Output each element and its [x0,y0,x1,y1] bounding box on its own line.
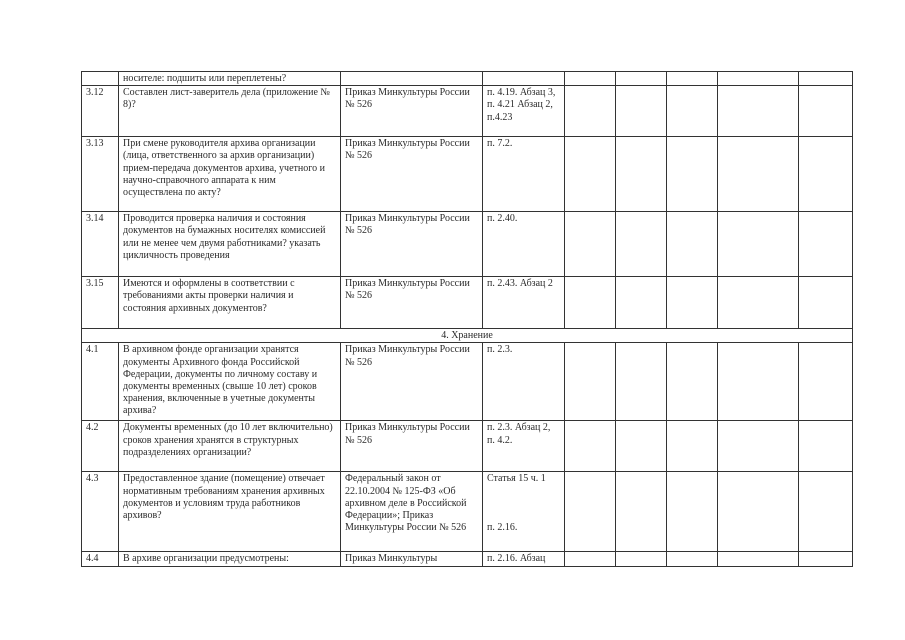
section-title: 4. Хранение [82,329,853,343]
row-source: Федеральный закон от 22.10.2004 № 125-ФЗ «Об архивном деле в Российской Федерации»; Приказ Минкультуры России № 526 [341,472,483,552]
row-question: Предоставленное здание (помещение) отвечает нормативным требованиям хранения архивных документов и условиям труда работников архивов? [119,472,341,552]
row-number: 3.13 [82,137,119,212]
empty-cell [718,137,799,212]
empty-cell [616,552,667,566]
empty-cell [616,472,667,552]
row-reference: п. 2.16. Абзац [483,552,565,566]
empty-cell [565,137,616,212]
table-row [82,137,853,212]
empty-cell [667,86,718,137]
row-question: носителе: подшиты или переплетены? [119,72,341,86]
row-source: Приказ Минкультуры [341,552,483,566]
empty-cell [718,72,799,86]
section-header-row [82,329,853,343]
table-row [82,472,853,552]
empty-cell [667,212,718,277]
empty-cell [799,137,853,212]
empty-cell [616,72,667,86]
table-row [82,212,853,277]
row-reference: Статья 15 ч. 1 п. 2.16. [483,472,565,552]
row-question: Проводится проверка наличия и состояния документов на бумажных носителях комиссией или не менее чем двумя работниками? указать цикличность проведения [119,212,341,277]
row-number: 4.1 [82,343,119,421]
row-number: 4.2 [82,421,119,472]
row-source: Приказ Минкультуры России № 526 [341,277,483,329]
row-reference: п. 2.40. [483,212,565,277]
empty-cell [667,421,718,472]
checklist-table [81,71,853,567]
empty-cell [667,72,718,86]
empty-cell [799,472,853,552]
row-question: Составлен лист-заверитель дела (приложение № 8)? [119,86,341,137]
row-question: Документы временных (до 10 лет включительно) сроков хранения хранятся в структурных подразделениях организации? [119,421,341,472]
empty-cell [565,343,616,421]
table-row [82,86,853,137]
empty-cell [616,343,667,421]
row-number: 3.15 [82,277,119,329]
row-source [341,72,483,86]
empty-cell [616,421,667,472]
empty-cell [718,343,799,421]
empty-cell [616,212,667,277]
row-number: 4.4 [82,552,119,566]
row-question: При смене руководителя архива организации (лица, ответственного за архив организации) прием-передача документов архива, учетного и научно-справочного аппарата к ним осуществлена по акту? [119,137,341,212]
row-question: Имеются и оформлены в соответствии с требованиями акты проверки наличия и состояния архивных документов? [119,277,341,329]
row-reference: п. 2.3. [483,343,565,421]
empty-cell [718,472,799,552]
table-row [82,421,853,472]
empty-cell [565,212,616,277]
row-reference: п. 2.3. Абзац 2, п. 4.2. [483,421,565,472]
row-reference: п. 7.2. [483,137,565,212]
empty-cell [799,343,853,421]
empty-cell [718,277,799,329]
table-row [82,72,853,86]
row-number: 3.14 [82,212,119,277]
empty-cell [799,212,853,277]
empty-cell [616,277,667,329]
empty-cell [799,72,853,86]
table-row [82,343,853,421]
empty-cell [718,552,799,566]
empty-cell [565,72,616,86]
row-source: Приказ Минкультуры России № 526 [341,343,483,421]
empty-cell [565,86,616,137]
row-source: Приказ Минкультуры России № 526 [341,137,483,212]
empty-cell [565,472,616,552]
row-question: В архивном фонде организации хранятся документы Архивного фонда Российской Федерации, документы по личному составу и документы временных (свыше 10 лет) сроков хранения, включенные в учетные документы архива? [119,343,341,421]
empty-cell [799,86,853,137]
row-source: Приказ Минкультуры России № 526 [341,421,483,472]
row-reference: п. 4.19. Абзац 3, п. 4.21 Абзац 2, п.4.23 [483,86,565,137]
empty-cell [799,552,853,566]
empty-cell [799,277,853,329]
empty-cell [718,86,799,137]
table-row [82,552,853,566]
empty-cell [667,137,718,212]
row-reference [483,72,565,86]
empty-cell [565,421,616,472]
row-source: Приказ Минкультуры России № 526 [341,86,483,137]
empty-cell [667,277,718,329]
empty-cell [667,472,718,552]
row-source: Приказ Минкультуры России № 526 [341,212,483,277]
row-number: 3.12 [82,86,119,137]
empty-cell [667,552,718,566]
empty-cell [565,277,616,329]
row-question: В архиве организации предусмотрены: [119,552,341,566]
empty-cell [616,137,667,212]
empty-cell [616,86,667,137]
empty-cell [718,212,799,277]
empty-cell [565,552,616,566]
empty-cell [718,421,799,472]
empty-cell [667,343,718,421]
row-number: 4.3 [82,472,119,552]
empty-cell [799,421,853,472]
table-row [82,277,853,329]
row-reference: п. 2.43. Абзац 2 [483,277,565,329]
row-number [82,72,119,86]
